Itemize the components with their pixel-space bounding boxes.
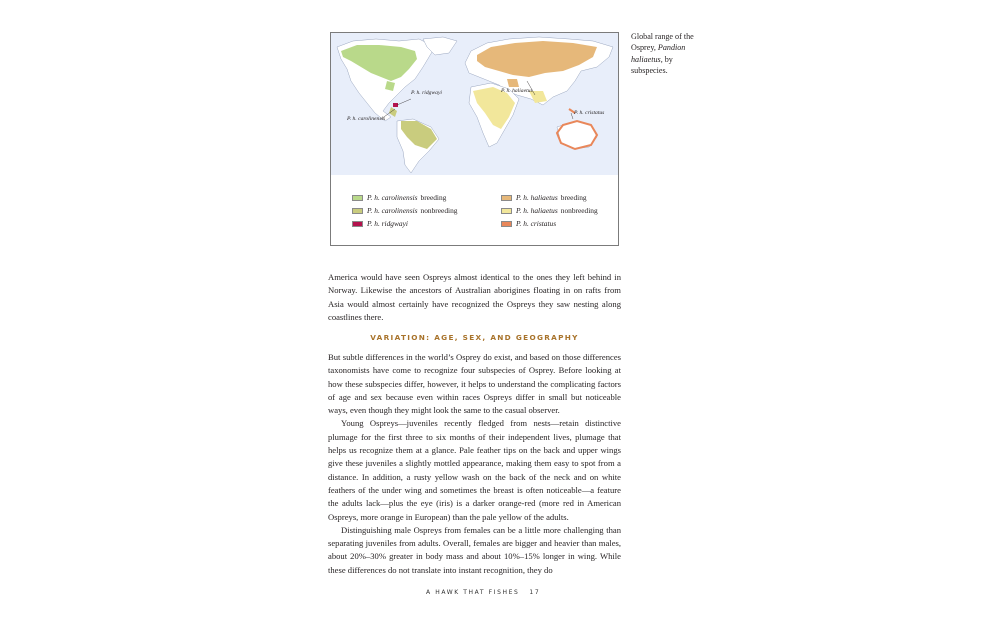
legend-swatch [352,221,363,227]
map-label-cristatus: P. h. cristatus [574,110,605,116]
legend-swatch [352,195,363,201]
legend-item [352,193,446,202]
page-number: 17 [529,589,541,596]
map-legend [331,175,618,245]
legend-swatch [501,221,512,227]
body-text-top [328,271,621,324]
section-heading: VARIATION: AGE, SEX, AND GEOGRAPHY [370,333,579,342]
figure-caption [631,31,711,76]
legend-item [352,206,457,215]
legend-taxon: P. h. haliaetus [516,193,558,202]
range-map-figure [330,32,619,246]
paragraph: Distinguishing male Ospreys from females can be a little more challenging than separating juveniles from adults. Overall, females are bigger and heavier than males, about 20%–30% greater in body mass and about 10%–15% longer in wing. While these differences do not translate into instant recognition, they do [328,524,621,575]
legend-item [501,206,598,215]
map-label-carolinensis: P. h. carolinensis [347,116,386,122]
caption-species: Pandion haliaetus [631,43,686,64]
legend-taxon: P. h. cristatus [516,219,557,228]
running-title: A HAWK THAT FISHES [426,589,520,596]
paragraph: America would have seen Ospreys almost identical to the ones they left behind in Norway. Likewise the ancestors of Australian aborigines floating in on rafts from Asia would almost certainly have recognized the Ospreys they saw nesting along coastlines there. [328,272,621,322]
legend-status: breeding [560,193,587,202]
legend-item [501,219,559,228]
paragraph: But subtle differences in the world’s Osprey do exist, and based on those differences taxonomists have come to recognize four subspecies of Osprey. Before looking at how these subspecies differ, however, it helps to understand the complicating factors of age and sex because even within races Ospreys differ in small but noticeable ways, even though they might look the same to the casual observer. [328,352,621,416]
legend-taxon: P. h. haliaetus [516,206,558,215]
legend-taxon: P. h. carolinensis [367,206,418,215]
legend-status: nonbreeding [560,206,598,215]
map-label-ridgwayi: P. h. ridgwayi [411,90,442,96]
legend-taxon: P. h. carolinensis [367,193,418,202]
caption-prefix: Global range of the Osprey, [631,32,694,53]
legend-status: nonbreeding [420,206,458,215]
legend-item [501,193,587,202]
body-text-main [328,351,621,577]
map-label-haliaetus: P. h. haliaetus [501,88,533,94]
legend-taxon: P. h. ridgwayi [367,219,408,228]
legend-item [352,219,411,228]
legend-status: breeding [420,193,447,202]
legend-swatch [501,195,512,201]
caption-suffix: , by subspecies. [631,54,673,75]
legend-swatch [501,208,512,214]
legend-swatch [352,208,363,214]
page-footer [426,589,540,596]
paragraph: Young Ospreys—juveniles recently fledged from nests—retain distinctive plumage for the first three to six months of their independent lives, plumage that helps us recognize them at a glance. Pale feather tips on the back and upper wings give these juveniles a slightly mottled appearance, making them easy to spot from a distance. In addition, a rusty yellow wash on the back of the neck and on white feathers of the under wing and sometimes the breast is often noticeable—a feature the adults lack—plus the eye (iris) is a darker orange-red (more red in American Ospreys, more orange in European) than the pale yellow of the adults. [328,418,621,522]
world-range-map [331,33,618,175]
